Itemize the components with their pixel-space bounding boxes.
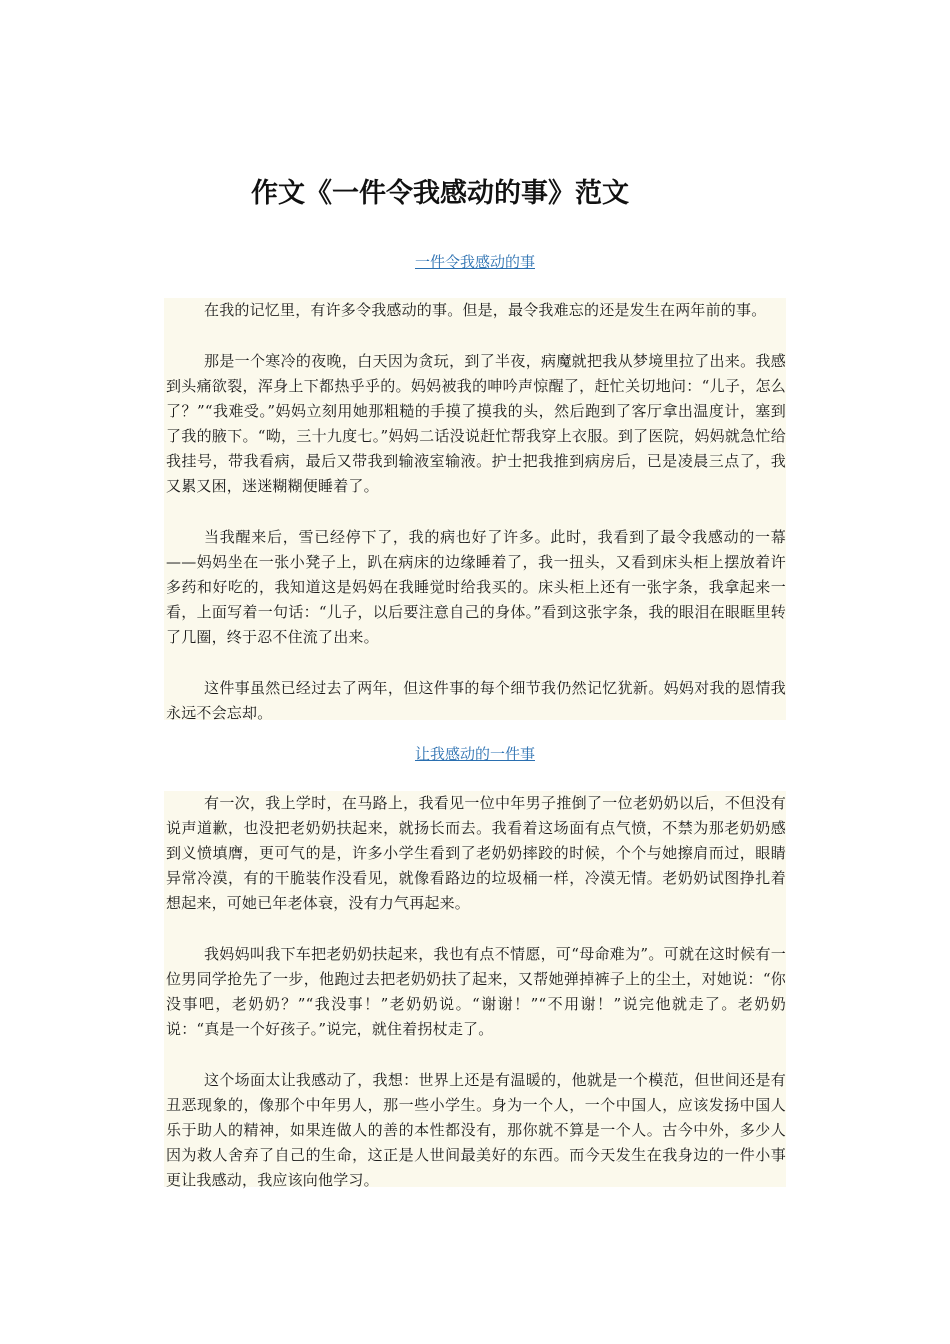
paragraph: 那是一个寒冷的夜晚，白天因为贪玩，到了半夜，病魔就把我从梦境里拉了出来。我感到头痛欲裂，浑身上下都热乎乎的。妈妈被我的呻吟声惊醒了，赶忙关切地问：“儿子，怎么了？”“我难受。”妈妈立刻用她那粗糙的手摸了摸我的头，然后跑到了客厅拿出温度计，塞到了我的腋下。“呦，三十九度七。”妈妈二话没说赶忙帮我穿上衣服。到了医院，妈妈就急忙给我挂号，带我看病，最后又带我到输液室输液。护士把我推到病房后，已是凌晨三点了，我又累又困，迷迷糊糊便睡着了。 bbox=[166, 352, 786, 495]
article-body-2 bbox=[164, 791, 786, 1187]
paragraph: 我妈妈叫我下车把老奶奶扶起来，我也有点不情愿，可“母命难为”。可就在这时候有一位男同学抢先了一步，他跑过去把老奶奶扶了起来，又帮她弹掉裤子上的尘土，对她说：“你没事吧，老奶奶？”“我没事！”老奶奶说。“谢谢！”“不用谢！”说完他就走了。老奶奶说：“真是一个好孩子。”说完，就住着拐杖走了。 bbox=[166, 945, 786, 1038]
section-link-1[interactable]: 一件令我感动的事 bbox=[414, 253, 535, 271]
paragraph: 当我醒来后，雪已经停下了，我的病也好了许多。此时，我看到了最令我感动的一幕——妈妈坐在一张小凳子上，趴在病床的边缘睡着了，我一扭头，又看到床头柜上摆放着许多药和好吃的，我知道这是妈妈在我睡觉时给我买的。床头柜上还有一张字条，我拿起来一看，上面写着一句话：“儿子，以后要注意自己的身体。”看到这张字条，我的眼泪在眼眶里转了几圈，终于忍不住流了出来。 bbox=[166, 528, 786, 646]
paragraph: 这件事虽然已经过去了两年，但这件事的每个细节我仍然记忆犹新。妈妈对我的恩情我永远不会忘却。 bbox=[166, 679, 786, 722]
section-link-2[interactable]: 让我感动的一件事 bbox=[414, 745, 535, 763]
paragraph: 有一次，我上学时，在马路上，我看见一位中年男子推倒了一位老奶奶以后，不但没有说声道歉，也没把老奶奶扶起来，就扬长而去。我看着这场面有点气愤，不禁为那老奶奶感到义愤填膺，更可气的是，许多小学生看到了老奶奶摔跤的时候，个个与她擦肩而过，眼睛异常冷漠，有的干脆装作没看见，就像看路边的垃圾桶一样，冷漠无情。老奶奶试图挣扎着想起来，可她已年老体衰，没有力气再起来。 bbox=[166, 794, 786, 912]
page-title: 作文《一件令我感动的事》范文 bbox=[251, 178, 629, 209]
paragraph: 这个场面太让我感动了，我想：世界上还是有温暖的，他就是一个模范，但世间还是有丑恶现象的，像那个中年男人，那一些小学生。身为一个人，一个中国人，应该发扬中国人乐于助人的精神，如果连做人的善的本性都没有，那你就不算是一个人。古今中外，多少人因为救人舍弃了自己的生命，这正是人世间最美好的东西。而今天发生在我身边的一件小事更让我感动，我应该向他学习。 bbox=[166, 1071, 786, 1189]
paragraph: 在我的记忆里，有许多令我感动的事。但是，最令我难忘的还是发生在两年前的事。 bbox=[204, 301, 767, 319]
article-body-1 bbox=[164, 298, 786, 720]
